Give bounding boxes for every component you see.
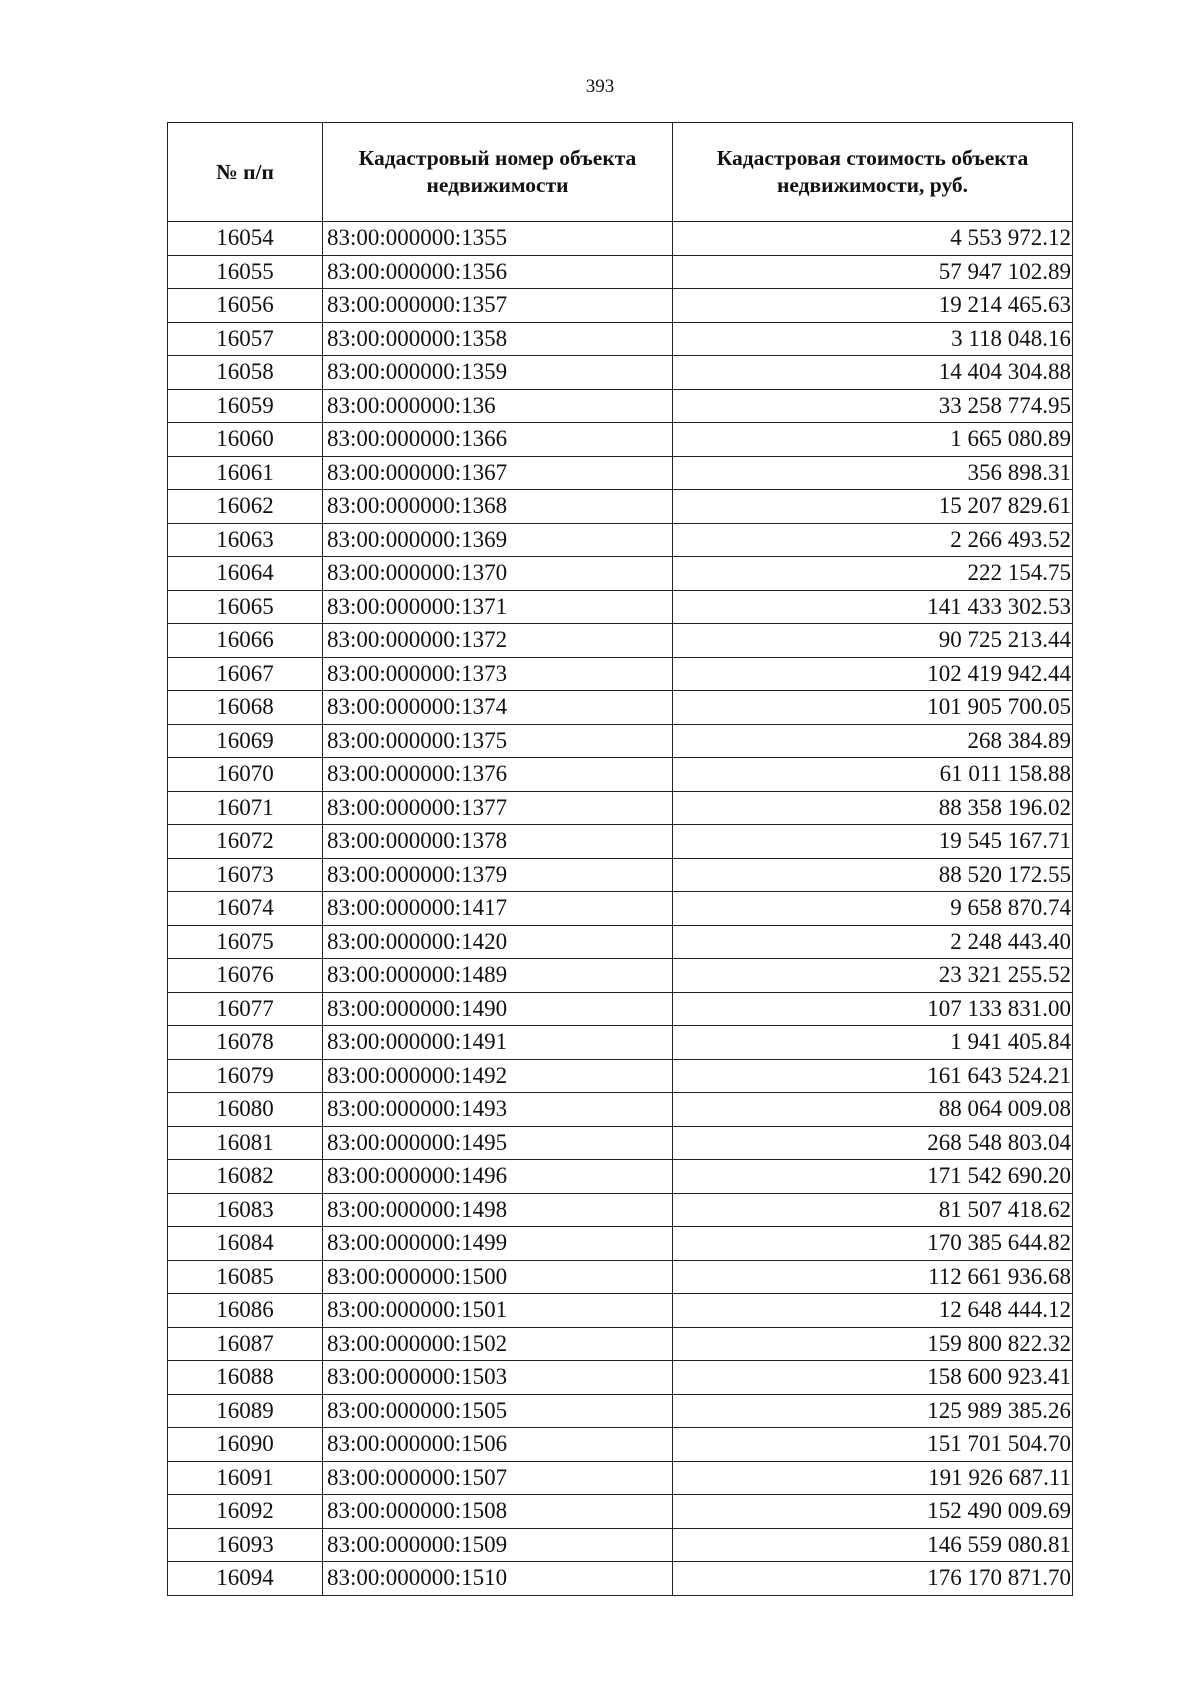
row-number: 16064 (168, 557, 323, 591)
cadastral-number: 83:00:000000:1369 (323, 523, 673, 557)
table-row (168, 1126, 1073, 1160)
cadastral-number: 83:00:000000:1510 (323, 1562, 673, 1596)
row-number: 16063 (168, 523, 323, 557)
row-number: 16057 (168, 322, 323, 356)
cadastral-cost: 1 941 405.84 (673, 1026, 1073, 1060)
row-number: 16086 (168, 1294, 323, 1328)
table-row (168, 691, 1073, 725)
table-row (168, 1294, 1073, 1328)
table-row (168, 1562, 1073, 1596)
cadastral-cost: 15 207 829.61 (673, 490, 1073, 524)
cadastral-number: 83:00:000000:1356 (323, 255, 673, 289)
table-body (168, 222, 1073, 1596)
cadastral-number: 83:00:000000:1370 (323, 557, 673, 591)
cadastral-number: 83:00:000000:1500 (323, 1260, 673, 1294)
cadastral-number: 83:00:000000:1508 (323, 1495, 673, 1529)
table-row (168, 791, 1073, 825)
cadastral-number: 83:00:000000:1417 (323, 892, 673, 926)
row-number: 16088 (168, 1361, 323, 1395)
table-row (168, 724, 1073, 758)
cadastral-number: 83:00:000000:1377 (323, 791, 673, 825)
cadastral-cost: 23 321 255.52 (673, 959, 1073, 993)
table-row (168, 959, 1073, 993)
cadastral-cost: 102 419 942.44 (673, 657, 1073, 691)
cadastral-number: 83:00:000000:1376 (323, 758, 673, 792)
cadastral-number: 83:00:000000:1506 (323, 1428, 673, 1462)
cadastral-number: 83:00:000000:136 (323, 389, 673, 423)
cadastral-cost: 57 947 102.89 (673, 255, 1073, 289)
cadastral-number: 83:00:000000:1420 (323, 925, 673, 959)
cadastral-cost: 3 118 048.16 (673, 322, 1073, 356)
cadastral-number: 83:00:000000:1374 (323, 691, 673, 725)
header-cadastral-cost: Кадастровая стоимость объекта недвижимости, руб. (673, 123, 1073, 222)
row-number: 16091 (168, 1461, 323, 1495)
cadastral-number: 83:00:000000:1378 (323, 825, 673, 859)
cadastral-cost: 9 658 870.74 (673, 892, 1073, 926)
row-number: 16092 (168, 1495, 323, 1529)
table-row (168, 858, 1073, 892)
table-row (168, 590, 1073, 624)
cadastral-number: 83:00:000000:1496 (323, 1160, 673, 1194)
table-row (168, 1160, 1073, 1194)
table-row (168, 389, 1073, 423)
cadastral-number: 83:00:000000:1507 (323, 1461, 673, 1495)
cadastral-number: 83:00:000000:1358 (323, 322, 673, 356)
table-row (168, 1361, 1073, 1395)
cadastral-number: 83:00:000000:1501 (323, 1294, 673, 1328)
cadastral-cost: 107 133 831.00 (673, 992, 1073, 1026)
row-number: 16082 (168, 1160, 323, 1194)
table-row (168, 1528, 1073, 1562)
cadastral-number: 83:00:000000:1366 (323, 423, 673, 457)
table-row (168, 322, 1073, 356)
cadastral-cost: 176 170 871.70 (673, 1562, 1073, 1596)
table-row (168, 892, 1073, 926)
cadastral-cost: 1 665 080.89 (673, 423, 1073, 457)
cadastral-cost: 151 701 504.70 (673, 1428, 1073, 1462)
cadastral-number: 83:00:000000:1505 (323, 1394, 673, 1428)
table-row (168, 992, 1073, 1026)
table-row (168, 289, 1073, 323)
row-number: 16056 (168, 289, 323, 323)
cadastral-cost: 141 433 302.53 (673, 590, 1073, 624)
row-number: 16054 (168, 222, 323, 256)
cadastral-number: 83:00:000000:1498 (323, 1193, 673, 1227)
cadastral-number: 83:00:000000:1509 (323, 1528, 673, 1562)
row-number: 16080 (168, 1093, 323, 1127)
row-number: 16061 (168, 456, 323, 490)
table-row (168, 356, 1073, 390)
row-number: 16076 (168, 959, 323, 993)
header-cadastral-number: Кадастровый номер объекта недвижимости (323, 123, 673, 222)
cadastral-cost: 81 507 418.62 (673, 1193, 1073, 1227)
cadastral-number: 83:00:000000:1368 (323, 490, 673, 524)
cadastral-cost: 33 258 774.95 (673, 389, 1073, 423)
table-row (168, 1093, 1073, 1127)
cadastral-cost: 158 600 923.41 (673, 1361, 1073, 1395)
row-number: 16070 (168, 758, 323, 792)
cadastral-cost: 112 661 936.68 (673, 1260, 1073, 1294)
row-number: 16079 (168, 1059, 323, 1093)
row-number: 16084 (168, 1227, 323, 1261)
table-row (168, 1327, 1073, 1361)
cadastral-number: 83:00:000000:1490 (323, 992, 673, 1026)
cadastral-cost: 14 404 304.88 (673, 356, 1073, 390)
row-number: 16074 (168, 892, 323, 926)
cadastral-number: 83:00:000000:1489 (323, 959, 673, 993)
table-row (168, 1260, 1073, 1294)
cadastral-number: 83:00:000000:1379 (323, 858, 673, 892)
cadastral-number: 83:00:000000:1503 (323, 1361, 673, 1395)
cadastral-cost: 191 926 687.11 (673, 1461, 1073, 1495)
table-row (168, 490, 1073, 524)
row-number: 16068 (168, 691, 323, 725)
table-row (168, 1026, 1073, 1060)
cadastral-cost: 2 266 493.52 (673, 523, 1073, 557)
row-number: 16069 (168, 724, 323, 758)
row-number: 16075 (168, 925, 323, 959)
table-row (168, 222, 1073, 256)
cadastral-cost: 88 520 172.55 (673, 858, 1073, 892)
cadastral-cost: 356 898.31 (673, 456, 1073, 490)
row-number: 16083 (168, 1193, 323, 1227)
cadastral-number: 83:00:000000:1355 (323, 222, 673, 256)
cadastral-number: 83:00:000000:1367 (323, 456, 673, 490)
row-number: 16081 (168, 1126, 323, 1160)
cadastral-number: 83:00:000000:1493 (323, 1093, 673, 1127)
cadastral-cost: 19 545 167.71 (673, 825, 1073, 859)
table-row (168, 255, 1073, 289)
header-row (168, 123, 1073, 222)
table-row (168, 1227, 1073, 1261)
table-row (168, 1193, 1073, 1227)
table-row (168, 1461, 1073, 1495)
cadastral-number: 83:00:000000:1375 (323, 724, 673, 758)
cadastral-cost: 152 490 009.69 (673, 1495, 1073, 1529)
table-row (168, 925, 1073, 959)
cadastral-number: 83:00:000000:1359 (323, 356, 673, 390)
row-number: 16093 (168, 1528, 323, 1562)
row-number: 16060 (168, 423, 323, 457)
cadastral-number: 83:00:000000:1499 (323, 1227, 673, 1261)
row-number: 16066 (168, 624, 323, 658)
cadastral-cost: 101 905 700.05 (673, 691, 1073, 725)
cadastral-cost: 125 989 385.26 (673, 1394, 1073, 1428)
row-number: 16072 (168, 825, 323, 859)
row-number: 16067 (168, 657, 323, 691)
row-number: 16062 (168, 490, 323, 524)
cadastral-cost: 2 248 443.40 (673, 925, 1073, 959)
cadastral-cost: 19 214 465.63 (673, 289, 1073, 323)
table-row (168, 1394, 1073, 1428)
cadastral-number: 83:00:000000:1357 (323, 289, 673, 323)
table-row (168, 1059, 1073, 1093)
row-number: 16094 (168, 1562, 323, 1596)
table-row (168, 523, 1073, 557)
table-row (168, 456, 1073, 490)
cadastral-number: 83:00:000000:1372 (323, 624, 673, 658)
cadastral-cost: 61 011 158.88 (673, 758, 1073, 792)
row-number: 16085 (168, 1260, 323, 1294)
cadastral-cost: 12 648 444.12 (673, 1294, 1073, 1328)
table-row (168, 825, 1073, 859)
cadastral-cost: 146 559 080.81 (673, 1528, 1073, 1562)
cadastral-cost: 159 800 822.32 (673, 1327, 1073, 1361)
row-number: 16071 (168, 791, 323, 825)
cadastral-cost: 171 542 690.20 (673, 1160, 1073, 1194)
cadastral-cost: 161 643 524.21 (673, 1059, 1073, 1093)
cadastral-number: 83:00:000000:1495 (323, 1126, 673, 1160)
cadastral-cost: 90 725 213.44 (673, 624, 1073, 658)
cadastral-number: 83:00:000000:1371 (323, 590, 673, 624)
row-number: 16059 (168, 389, 323, 423)
row-number: 16065 (168, 590, 323, 624)
cadastral-value-table (167, 122, 1073, 1596)
table-row (168, 1495, 1073, 1529)
row-number: 16089 (168, 1394, 323, 1428)
cadastral-number: 83:00:000000:1491 (323, 1026, 673, 1060)
header-num: № п/п (168, 123, 323, 222)
row-number: 16058 (168, 356, 323, 390)
cadastral-cost: 88 358 196.02 (673, 791, 1073, 825)
row-number: 16090 (168, 1428, 323, 1462)
row-number: 16078 (168, 1026, 323, 1060)
table-row (168, 657, 1073, 691)
cadastral-cost: 268 384.89 (673, 724, 1073, 758)
row-number: 16087 (168, 1327, 323, 1361)
cadastral-cost: 170 385 644.82 (673, 1227, 1073, 1261)
table-row (168, 624, 1073, 658)
row-number: 16055 (168, 255, 323, 289)
table-row (168, 1428, 1073, 1462)
row-number: 16077 (168, 992, 323, 1026)
row-number: 16073 (168, 858, 323, 892)
table-row (168, 423, 1073, 457)
cadastral-cost: 88 064 009.08 (673, 1093, 1073, 1127)
page-number: 393 (585, 76, 615, 97)
cadastral-number: 83:00:000000:1492 (323, 1059, 673, 1093)
table-row (168, 758, 1073, 792)
cadastral-cost: 222 154.75 (673, 557, 1073, 591)
table-header (168, 123, 1073, 222)
cadastral-number: 83:00:000000:1373 (323, 657, 673, 691)
cadastral-number: 83:00:000000:1502 (323, 1327, 673, 1361)
table-row (168, 557, 1073, 591)
cadastral-cost: 4 553 972.12 (673, 222, 1073, 256)
cadastral-cost: 268 548 803.04 (673, 1126, 1073, 1160)
